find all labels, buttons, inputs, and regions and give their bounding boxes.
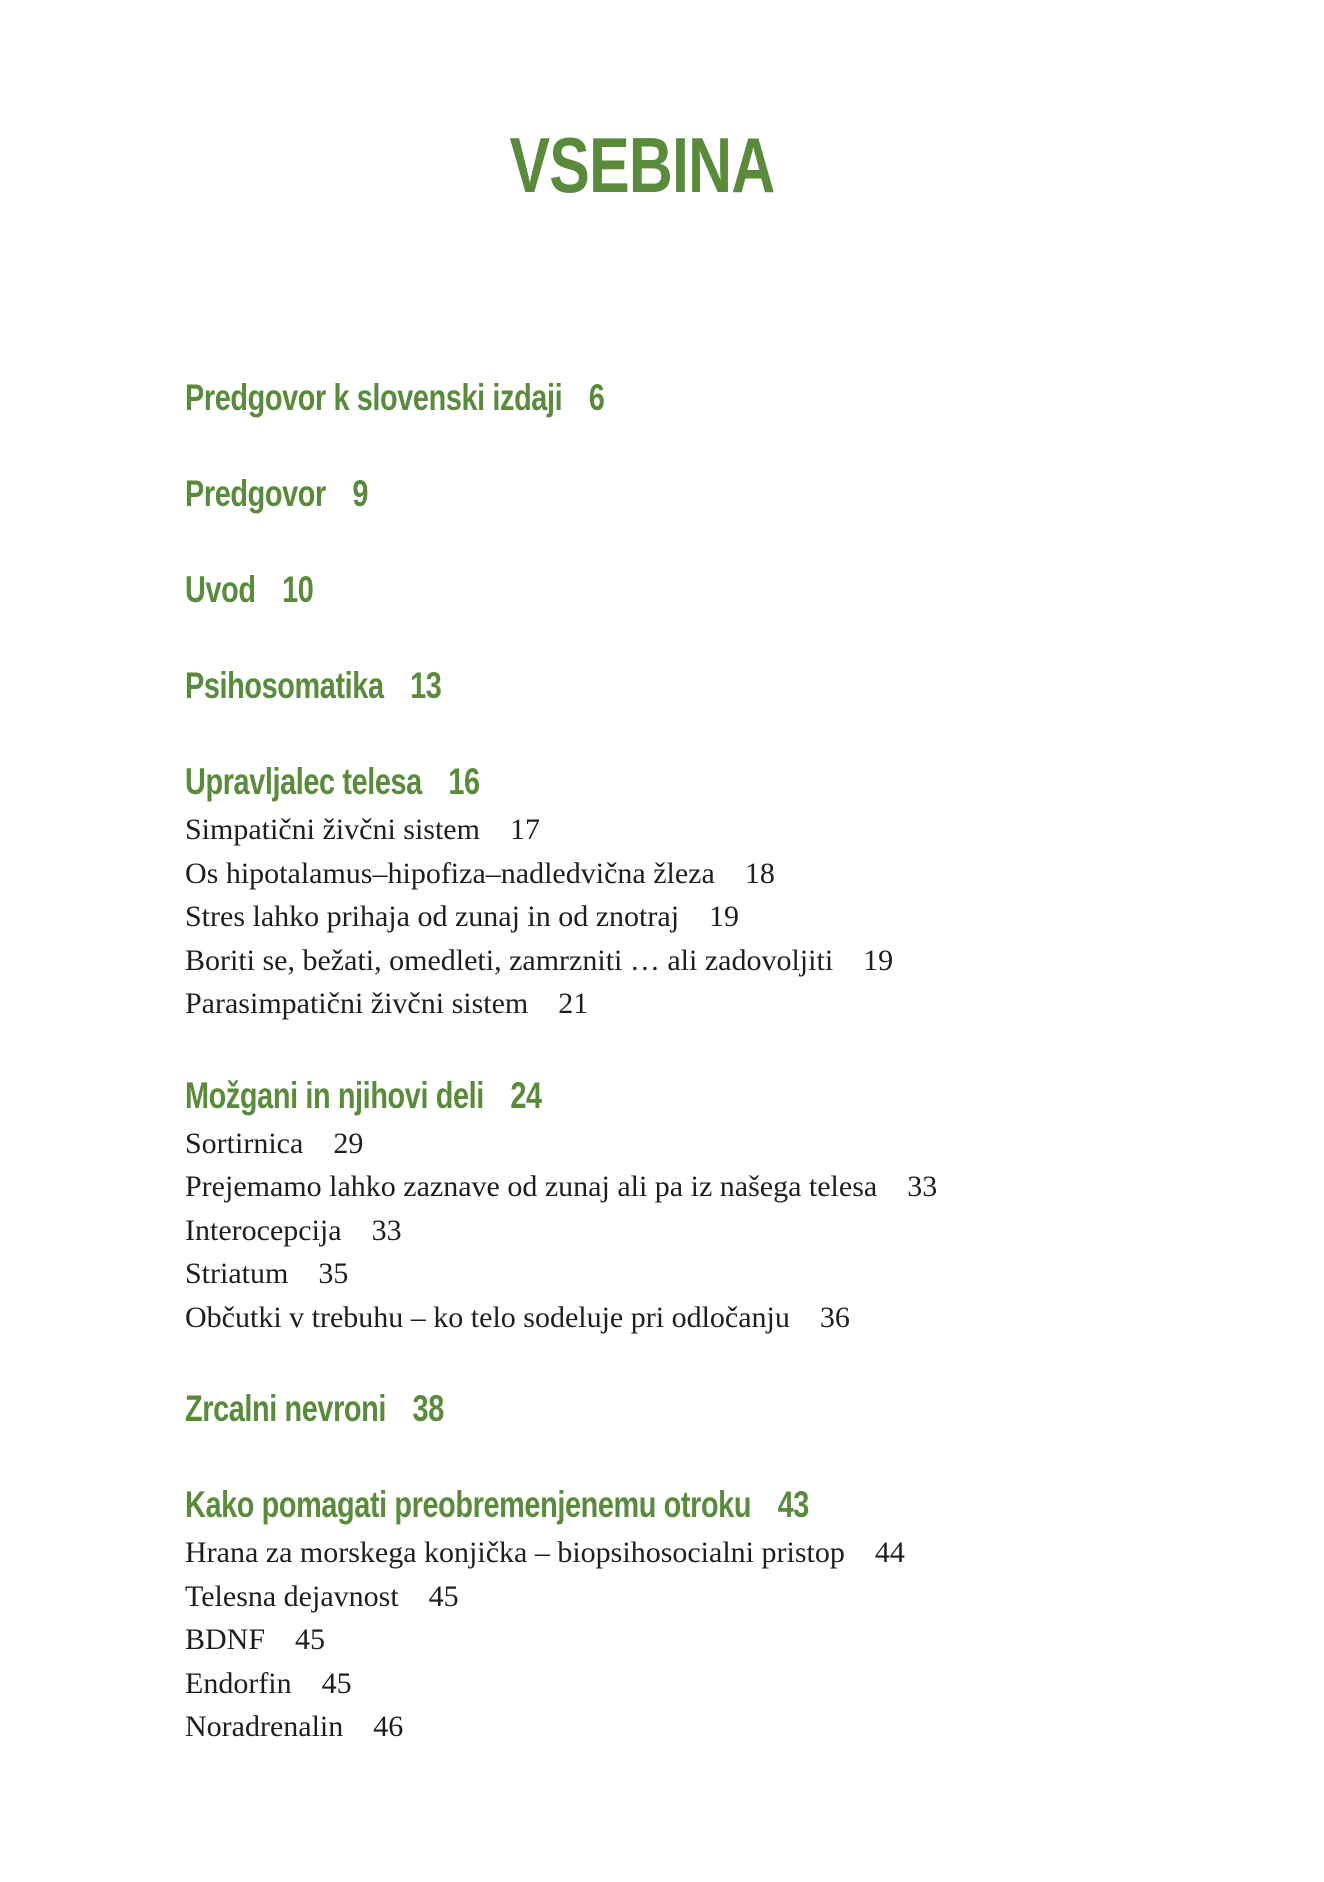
toc-entry (185, 852, 1225, 896)
toc-heading (185, 660, 996, 712)
toc-entry-page-number: 36 (819, 1300, 850, 1334)
toc-heading-page-number: 10 (282, 569, 314, 610)
toc-entry-list (185, 808, 1225, 1026)
toc-entry (185, 1252, 1225, 1296)
toc-entry (185, 1209, 1225, 1253)
toc-entry-label: Striatum (185, 1257, 289, 1290)
toc-entry (185, 1705, 1225, 1749)
toc-heading (185, 1479, 996, 1531)
toc-entry-page-number: 44 (874, 1536, 905, 1569)
toc-entry-page-number: 18 (744, 856, 775, 890)
toc-entry (185, 1122, 1225, 1166)
toc-heading (185, 1070, 996, 1122)
toc-entry (185, 982, 1225, 1026)
toc-heading (185, 756, 996, 808)
toc-section (185, 564, 1225, 616)
toc-heading-page-number: 43 (777, 1484, 809, 1525)
toc-entry-label: Stres lahko prihaja od zunaj in od znotraj (185, 900, 680, 933)
toc-heading-label: Zrcalni nevroni (185, 1388, 387, 1429)
toc-entry (185, 1531, 1225, 1575)
toc-heading (185, 372, 996, 424)
toc-entry-label: Endorfin (185, 1666, 292, 1700)
toc-entry-page-number: 45 (295, 1623, 326, 1656)
toc-entry (185, 895, 1225, 939)
toc-entry-label: Telesna dejavnost (185, 1579, 399, 1613)
toc-entry-page-number: 33 (907, 1170, 938, 1203)
table-of-contents (185, 372, 1225, 1793)
toc-entry-label: Občutki v trebuhu – ko telo sodeluje pri odločanju (185, 1300, 790, 1334)
toc-entry (185, 1296, 1225, 1340)
toc-entry-label: Os hipotalamus–hipofiza–nadledvična žleza (185, 856, 715, 890)
toc-heading-label: Predgovor (185, 473, 326, 514)
toc-entry (185, 1165, 1225, 1209)
toc-heading-page-number: 6 (588, 377, 605, 418)
toc-entry-list (185, 1122, 1225, 1340)
toc-heading (185, 564, 996, 616)
toc-heading-label: Psihosomatika (185, 665, 384, 706)
toc-entry (185, 1575, 1225, 1619)
toc-section (185, 1479, 1225, 1749)
toc-entry-page-number: 45 (321, 1666, 352, 1700)
toc-heading-page-number: 38 (412, 1388, 444, 1429)
toc-heading (185, 1383, 996, 1435)
toc-entry-page-number: 17 (509, 813, 540, 846)
toc-entry-page-number: 35 (318, 1257, 349, 1290)
toc-section (185, 1070, 1225, 1340)
toc-heading-page-number: 16 (448, 761, 480, 802)
toc-heading-label: Možgani in njihovi deli (185, 1074, 484, 1116)
page-title: VSEBINA (509, 121, 775, 209)
toc-entry-label: Boriti se, bežati, omedleti, zamrzniti … ali zadovoljiti (185, 943, 834, 977)
toc-heading-label: Kako pomagati preobremenjenemu otroku (185, 1484, 752, 1525)
toc-entry-label: Noradrenalin (185, 1710, 344, 1743)
toc-entry-page-number: 45 (428, 1579, 459, 1613)
toc-entry-label: Parasimpatični živčni sistem (185, 987, 529, 1020)
toc-heading-page-number: 24 (510, 1074, 542, 1116)
toc-heading-label: Predgovor k slovenski izdaji (185, 377, 563, 418)
toc-heading-label: Uvod (185, 569, 256, 610)
toc-entry-label: Interocepcija (185, 1213, 342, 1247)
toc-entry-label: Simpatični živčni sistem (185, 813, 480, 846)
toc-entry-page-number: 33 (371, 1213, 402, 1247)
toc-section (185, 660, 1225, 712)
toc-entry (185, 939, 1225, 983)
toc-heading-page-number: 9 (352, 473, 369, 514)
toc-heading-label: Upravljalec telesa (185, 761, 422, 802)
toc-entry-page-number: 21 (558, 987, 589, 1020)
toc-entry-label: Sortirnica (185, 1126, 304, 1160)
toc-entry-label: BDNF (185, 1623, 266, 1656)
toc-entry-page-number: 19 (709, 900, 740, 933)
toc-entry-list (185, 1531, 1225, 1749)
toc-entry (185, 808, 1225, 852)
toc-entry-label: Prejemamo lahko zaznave od zunaj ali pa iz našega telesa (185, 1170, 878, 1203)
toc-section (185, 372, 1225, 424)
toc-entry-label: Hrana za morskega konjička – biopsihosocialni pristop (185, 1536, 845, 1569)
toc-entry-page-number: 29 (333, 1126, 364, 1160)
toc-entry-page-number: 46 (373, 1710, 404, 1743)
toc-section (185, 1383, 1225, 1435)
toc-heading (185, 468, 996, 520)
toc-entry (185, 1618, 1225, 1662)
toc-section (185, 756, 1225, 1026)
toc-entry-page-number: 19 (863, 943, 894, 977)
toc-heading-page-number: 13 (410, 665, 442, 706)
toc-entry (185, 1662, 1225, 1706)
toc-section (185, 468, 1225, 520)
